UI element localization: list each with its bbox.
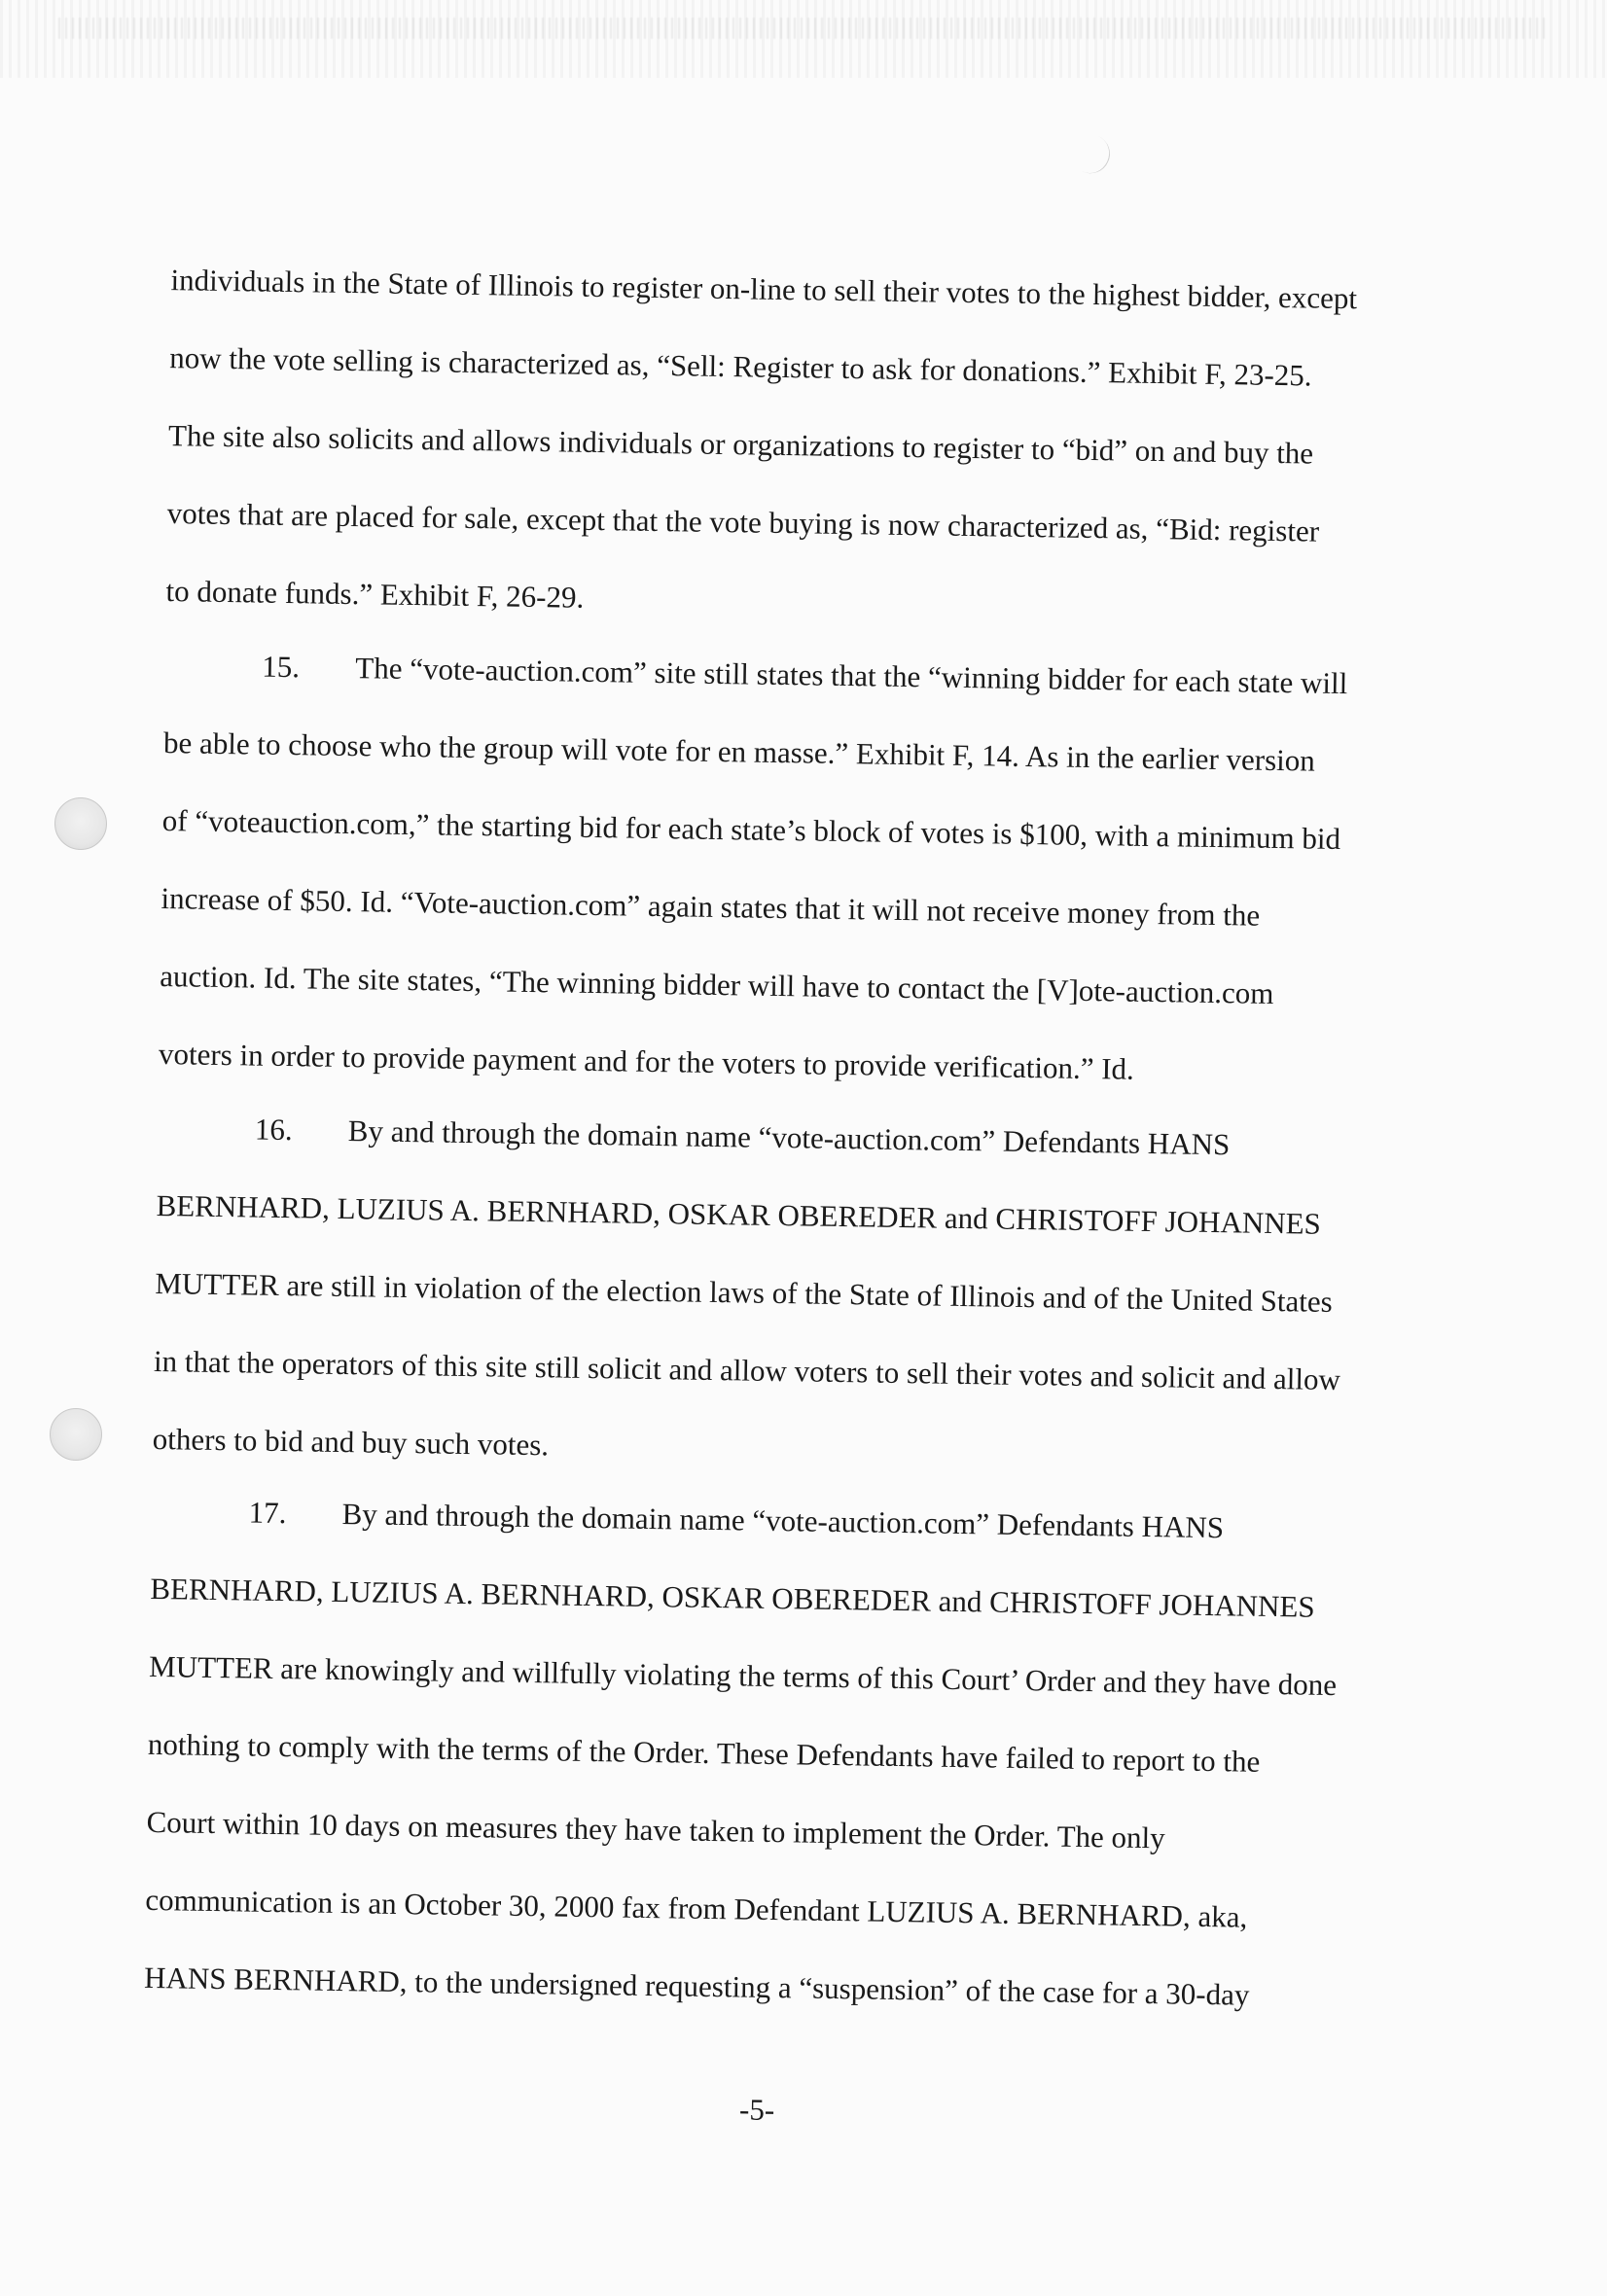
- body-line: The site also solicits and allows individuals or organizations to register to “bid” on and buy the: [167, 418, 1314, 471]
- body-line: individuals in the State of Illinois to register on-line to sell their votes to the highest bidder, except: [170, 263, 1358, 316]
- paragraph-15-first-line: [164, 649, 1348, 701]
- body-line: nothing to comply with the terms of the Order. These Defendants have failed to report to the: [147, 1726, 1261, 1779]
- body-line: to donate funds.” Exhibit F, 26-29.: [165, 574, 585, 615]
- body-line-text: By and through the domain name “vote-auction.com” Defendants HANS: [347, 1113, 1231, 1162]
- body-line-text: By and through the domain name “vote-auction.com” Defendants HANS: [341, 1497, 1225, 1545]
- body-line-text: The “vote-auction.com” site still states that the “winning bidder for each state will: [355, 651, 1348, 701]
- paragraph-17-first-line: [151, 1495, 1225, 1545]
- body-line: votes that are placed for sale, except that the vote buying is now characterized as, “Bid: register: [166, 496, 1320, 548]
- paragraph-number-17: 17.: [248, 1495, 287, 1531]
- body-line: of “voteauction.com,” the starting bid for each state’s block of votes is $100, with a minimum bid: [161, 803, 1341, 857]
- body-line: in that the operators of this site still solicit and allow voters to sell their votes and solicit and allow: [153, 1343, 1341, 1397]
- body-line: MUTTER are still in violation of the election laws of the State of Illinois and of the United States: [155, 1265, 1333, 1319]
- paragraph-number-15: 15.: [262, 649, 301, 685]
- page-number: -5-: [738, 2092, 775, 2128]
- body-line: voters in order to provide payment and for the voters to provide verification.” Id.: [158, 1036, 1135, 1086]
- body-line: BERNHARD, LUZIUS A. BERNHARD, OSKAR OBEREDER and CHRISTOFF JOHANNES: [156, 1187, 1322, 1241]
- body-line: now the vote selling is characterized as, “Sell: Register to ask for donations.” Exhibit F, 23-25.: [169, 340, 1312, 393]
- body-line: be able to choose who the group will vote for en masse.” Exhibit F, 14. As in the earlier version: [162, 725, 1316, 778]
- body-line: Court within 10 days on measures they have taken to implement the Order. The only: [146, 1804, 1165, 1855]
- body-line: auction. Id. The site states, “The winning bidder will have to contact the [V]ote-auction.com: [160, 959, 1274, 1010]
- body-line: HANS BERNHARD, to the undersigned requesting a “suspension” of the case for a 30-day: [143, 1960, 1250, 2012]
- body-line: MUTTER are knowingly and willfully violating the terms of this Court’ Order and they have done: [148, 1648, 1338, 1703]
- body-line: BERNHARD, LUZIUS A. BERNHARD, OSKAR OBEREDER and CHRISTOFF JOHANNES: [150, 1571, 1315, 1624]
- paragraph-16-first-line: [158, 1112, 1231, 1162]
- body-line: increase of $50. Id. “Vote-auction.com” again states that it will not receive money from the: [161, 881, 1261, 933]
- body-line: communication is an October 30, 2000 fax from Defendant LUZIUS A. BERNHARD, aka,: [145, 1882, 1248, 1934]
- paragraph-number-16: 16.: [254, 1112, 293, 1148]
- body-line: others to bid and buy such votes.: [152, 1421, 550, 1463]
